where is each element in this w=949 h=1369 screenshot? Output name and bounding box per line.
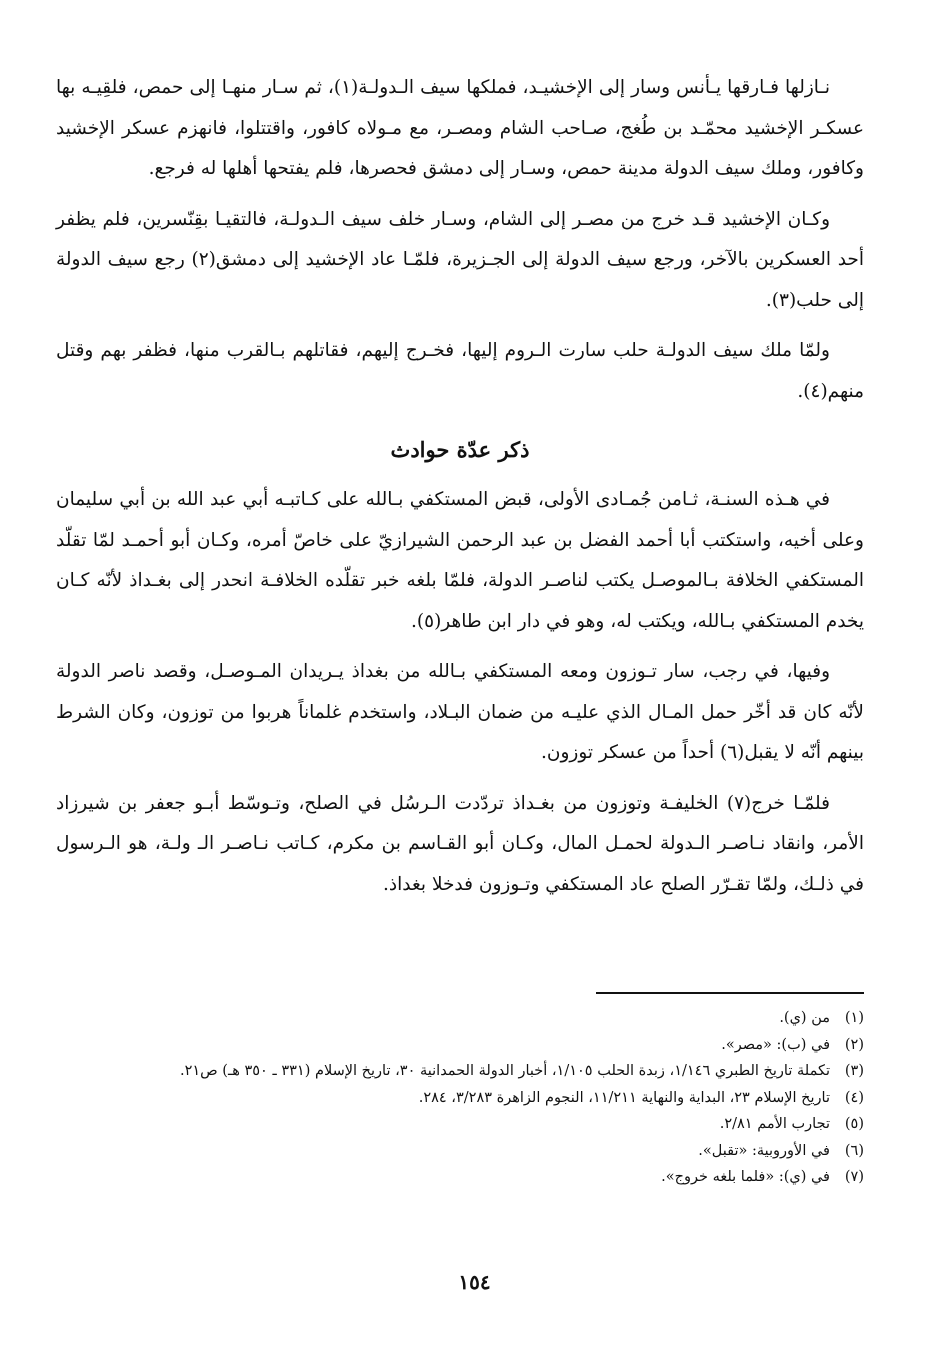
footnote-text: تاريخ الإسلام ٢٣، البداية والنهاية ١١/٢١١، النجوم الزاهرة ٣/٢٨٣، ٢٨٤. bbox=[418, 1089, 830, 1106]
page-number: ١٥٤ bbox=[458, 1270, 491, 1294]
footnote-number: (١) bbox=[844, 1010, 864, 1026]
footnote bbox=[56, 1032, 864, 1059]
main-text bbox=[56, 68, 864, 905]
paragraph: وكـان الإخشيد قـد خرج من مصـر إلى الشام، وسـار خلف سيف الـدولـة، فالتقيـا بقِنّسرين، فلم يظفر أحد العسكرين بالآخر، ورجع سيف الدولة إلى الجـزيرة، فلمّـا عاد الإخشيد إلى دمشق(٢) رجع سيف الدولة إلى حلب(٣). bbox=[56, 208, 864, 311]
footnote bbox=[56, 1164, 864, 1191]
footnote-number: (٧) bbox=[844, 1169, 864, 1185]
paragraph: وفيها، في رجب، سار تـوزون ومعه المستكفي بـالله من بغداذ يـريدان المـوصـل، وقصد ناصر الدولة لأنّه كان قد أخّر حمل المـال الذي عليـه من ضمان البـلاد، واستخدم غلماناً هربوا من توزون، وكان الشرط بينهم أنّه لا يقبل(٦) أحداً من عسكر توزون. bbox=[56, 661, 864, 763]
paragraph: نـازلها فـارقها يـأنس وسار إلى الإخشيـد، فملكها سيف الـدولـة(١)، ثم سـار منهـا إلى حمص، فلقِيـه بها عسكـر الإخشيد محمّـد بن طُغج، صـاحب الشام ومصـر، مع مـولاه كافور، واقتتلوا، فانهزم عسكر الإخشيد وكافور، وملك سيف الدولة مدينة حمص، وسـار إلى دمشق فحصرها، فلم يفتحها أهلها له فرجع. bbox=[56, 77, 864, 179]
footnote-number: (٦) bbox=[844, 1142, 864, 1159]
footnote bbox=[56, 1111, 864, 1138]
footnote-text: في الأوروبية: «تقبل». bbox=[698, 1142, 830, 1159]
footnote-number: (٥) bbox=[844, 1116, 864, 1132]
footnote-text: من (ي). bbox=[779, 1010, 830, 1026]
footnote-number: (٤) bbox=[844, 1089, 864, 1106]
footnote bbox=[56, 1138, 864, 1165]
footnote-number: (٢) bbox=[844, 1036, 864, 1053]
footnote-text: في (ب): «مصر». bbox=[721, 1036, 830, 1053]
footnote-text: تجارب الأمم ٢/٨١. bbox=[719, 1116, 830, 1132]
footnote bbox=[56, 1005, 864, 1032]
footnote-number: (٣) bbox=[844, 1063, 864, 1079]
footnote bbox=[56, 1085, 864, 1112]
paragraph: ولمّا ملك سيف الدولـة حلب سارت الـروم إليها، فخـرج إليهم، فقاتلهم بـالقرب منها، فظفر بهم وقتل منهم(٤). bbox=[56, 340, 864, 402]
paragraph: فلمّـا خرج(٧) الخليفـة وتوزون من بغـداذ تردّدت الـرسُل في الصلح، وتـوسّط أبـو جعفر بن شيرزاد الأمر، وانقاد نـاصـر الـدولة لحمـل المال، وكـان أبو القـاسم بن مكرم، كـاتب نـاصـر الـ ولـة، هو الـرسول في ذلـك، ولمّا تقـرّر الصلح عاد المستكفي وتـوزون فدخلا بغداذ. bbox=[56, 792, 864, 895]
paragraph: في هـذه السنـة، ثـامن جُمـادى الأولى، قبض المستكفي بـالله على كـاتبـه أبي عبد الله بن أبي سليمان وعلى أخيه، واستكتب أبا أحمد الفضل بن عبد الرحمن الشيرازيّ على خاصّ أمره، وكـان أبو أحمـد لمّا تقلّد المستكفي الخلافة بـالموصـل يكتب لناصـر الدولة، فلمّا بلغه خبر تقلّده الخلافـة انحدر إلى بغـداذ لأنّه كـان يخدم المستكفي بـالله، ويكتب له، وهو في دار ابن طاهر(٥). bbox=[56, 489, 864, 632]
footnote bbox=[56, 1058, 864, 1085]
section-heading: ذكر عدّة حوادث bbox=[390, 437, 530, 462]
footnote-text: في (ي): «فلما بلغه خروج». bbox=[661, 1169, 830, 1185]
footnotes bbox=[56, 1005, 864, 1191]
footnote-text: تكملة تاريخ الطبري ١/١٤٦، زبدة الحلب ١/١٠٥، أخبار الدولة الحمدانية ٣٠، تاريخ الإسلام (٣٣١ ـ ٣٥٠ هـ) ص٢١. bbox=[179, 1063, 830, 1079]
footnote-separator bbox=[596, 992, 864, 994]
